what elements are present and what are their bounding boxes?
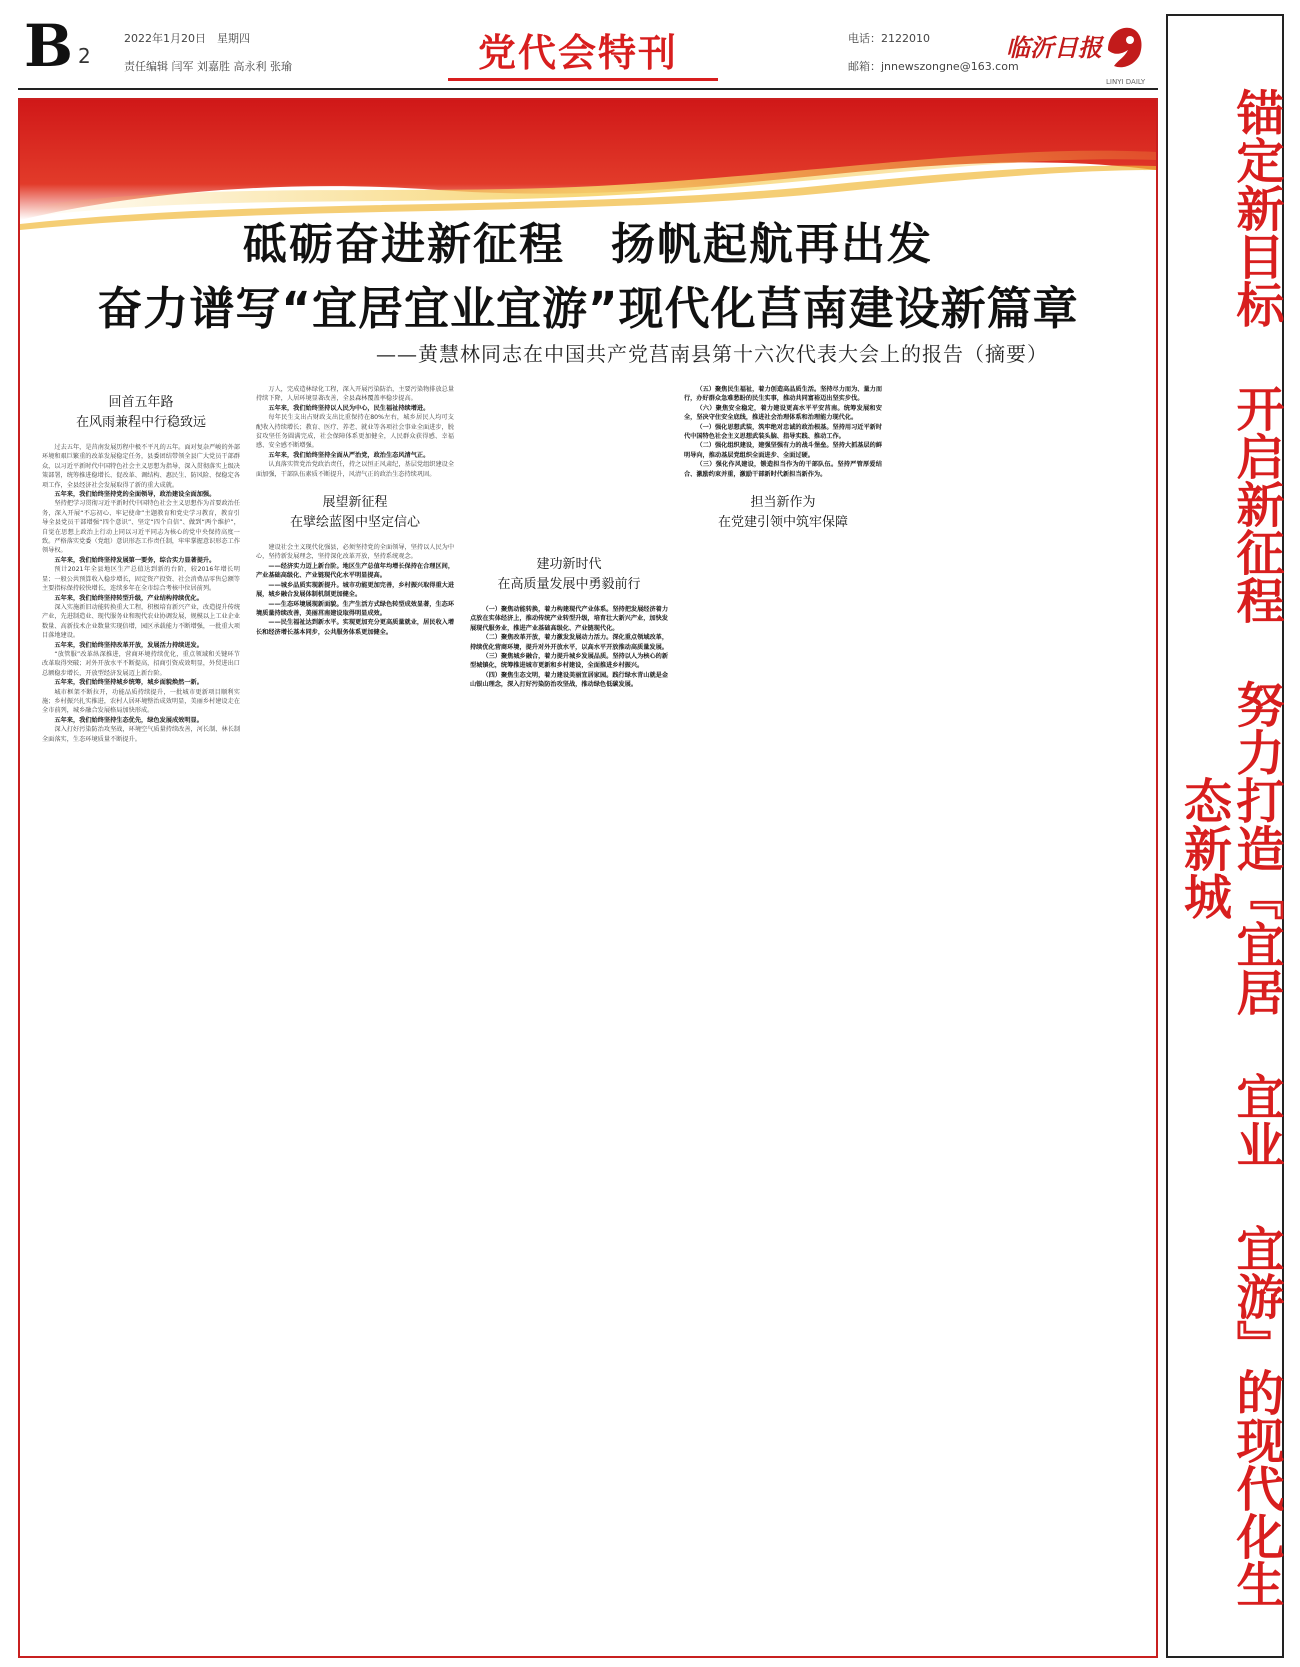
section-heading-line: 在党建引领中筑牢保障: [717, 515, 848, 531]
article-paragraph: 预计2021年全县地区生产总值达到新的台阶，较2016年增长明显；一般公共预算收入稳步增长，固定资产投资、社会消费品零售总额等主要指标保持较快增长，连续多年在全市综合考核中位居前列。: [42, 566, 240, 593]
article-paragraph: 五年来，我们始终坚持全面从严治党，政治生态风清气正。: [268, 451, 430, 459]
contact-email: 邮箱：jnnewszongne@163.com: [848, 60, 1019, 73]
newspaper-name: 临沂日报: [1006, 33, 1102, 62]
section-heading-line: 展望新征程: [322, 495, 388, 511]
article-subheading: ——黄慧林同志在中国共产党莒南县第十六次代表大会上的报告（摘要）: [376, 342, 1048, 366]
section-heading-build: [470, 555, 668, 595]
article-paragraph: （二）强化组织建设，建强坚强有力的战斗堡垒。坚持大抓基层的鲜明导向，推动基层党组织全面进步、全面过硬。: [684, 442, 883, 459]
article-column-4: [684, 385, 882, 543]
article-paragraph: （一）强化思想武装，筑牢绝对忠诚的政治根基。坚持用习近平新时代中国特色社会主义思想武装头脑、指导实践、推动工作。: [684, 423, 883, 441]
article-paragraph: ——经济实力迈上新台阶。地区生产总值年均增长保持在合理区间，产业基础高级化、产业链现代化水平明显提高。: [256, 562, 455, 580]
article-paragraph: （六）聚焦安全稳定，着力建设更高水平平安莒南。统筹发展和安全，坚决守住安全底线，推进社会治理体系和治理能力现代化。: [684, 404, 882, 422]
section-heading-review: [42, 393, 240, 433]
newspaper-logo: [1006, 20, 1146, 90]
section-heading-party: [684, 493, 882, 533]
column-body: [684, 385, 882, 479]
article-paragraph: 五年来，我们始终坚持以人民为中心，民生福祉持续增进。: [268, 404, 430, 412]
masthead-divider: [18, 88, 1158, 90]
section-heading-line: 回首五年路: [108, 395, 174, 410]
side-headline: 锚定新目标 开启新征程 努力打造『宜居 宜业 宜游』的现代化生态新城: [1175, 88, 1284, 1608]
article-paragraph: “放管服”改革纵深推进，营商环境持续优化，重点领域和关键环节改革取得突破；对外开放水平不断提高，招商引资成效明显，外贸进出口总额稳步增长，开放型经济发展迈上新台阶。: [42, 650, 240, 677]
editors-line: 责任编辑 闫军 刘嘉胜 高永利 张瑜: [124, 60, 292, 73]
newspaper-name-en: LINYI DAILY: [1106, 78, 1146, 86]
section-heading-outlook: [256, 493, 454, 533]
section-title-rule: [448, 78, 718, 81]
headline-secondary: 奋力谱写“宜居宜业宜游”现代化莒南建设新篇章: [97, 282, 1079, 335]
column-body: [42, 443, 240, 744]
article-column-1: [42, 385, 240, 744]
section-heading-line: 在风雨兼程中行稳致远: [75, 415, 206, 430]
article-paragraph: （三）强化作风建设，锻造担当作为的干部队伍。坚持严管厚爱结合、激励约束并重，激励干部新时代新担当新作为。: [684, 461, 882, 478]
date-line: 2022年1月20日 星期四: [124, 32, 250, 45]
article-paragraph: ——生态环境展现新面貌。生产生活方式绿色转型成效显著，生态环境质量持续改善，美丽莒南建设取得明显成效。: [256, 600, 455, 617]
article-paragraph: 五年来，我们始终坚持改革开放，发展活力持续迸发。: [54, 641, 203, 649]
newspaper-emblem-icon: [1102, 20, 1146, 78]
article-column-3: [470, 385, 668, 690]
main-article: [18, 98, 1158, 1658]
column-body: [470, 605, 668, 690]
article-paragraph: 五年来，我们始终坚持党的全面领导，政治建设全面加强。: [54, 491, 216, 499]
section-title: 党代会特刊: [478, 31, 679, 75]
headline-primary: 砥砺奋进新征程 扬帆起航再出发: [243, 219, 933, 270]
article-paragraph: 坚持把学习贯彻习近平新时代中国特色社会主义思想作为首要政治任务，深入开展“不忘初心、牢记使命”主题教育和党史学习教育，教育引导全县党员干部增强“四个意识”、坚定“四个自信”、做到“两个维护”，自觉在思想上政治上行动上同以习近平同志为核心的党中央保持高度一致。严格落实党委（党组）意识形态工作责任制，牢牢掌握意识形态工作领导权。: [42, 500, 241, 555]
column-body: [256, 543, 454, 637]
article-paragraph: （一）聚焦动能转换，着力构建现代产业体系。坚持把发展经济着力点放在实体经济上，推动传统产业转型升级，培育壮大新兴产业，加快发展现代服务业，推进产业基础高级化、产业链现代化。: [470, 606, 669, 632]
article-paragraph: 深入打好污染防治攻坚战，环境空气质量持续改善，河长制、林长制全面落实，生态环境质量不断提升。: [42, 726, 241, 743]
section-heading-line: 建功新时代: [536, 557, 602, 572]
article-column-2: [256, 385, 454, 637]
article-paragraph: 五年来，我们始终坚持发展第一要务，综合实力显著提升。: [54, 556, 216, 564]
article-paragraph: 认真落实管党治党政治责任，持之以恒正风肃纪，基层党组织建设全面加强，干部队伍素质不断提升，风清气正的政治生态持续巩固。: [256, 461, 455, 478]
page-letter: B: [24, 12, 74, 80]
section-heading-line: 担当新作为: [750, 495, 816, 511]
article-paragraph: （四）聚焦生态文明，着力建设美丽宜居家园。践行绿水青山就是金山银山理念，深入打好污染防治攻坚战，推动绿色低碳发展。: [470, 671, 669, 689]
article-paragraph: （三）聚焦城乡融合，着力提升城乡发展品质。坚持以人为核心的新型城镇化，统筹推进城市更新和乡村建设，全面推进乡村振兴。: [470, 653, 669, 670]
masthead: [18, 14, 1158, 94]
side-headline-box: [1166, 14, 1284, 1658]
section-heading-line: 在高质量发展中勇毅前行: [497, 577, 641, 592]
article-paragraph: 深入实施新旧动能转换重大工程，积极培育新兴产业，改造提升传统产业，先进制造业、现代服务业和现代农业协调发展，规模以上工业企业数量、高新技术企业数量实现倍增，园区承载能力不断增强，一批重大项目落地建设。: [42, 603, 241, 640]
article-paragraph: 每年民生支出占财政支出比重保持在80%左右，城乡居民人均可支配收入持续增长；教育、医疗、养老、就业等各项社会事业全面进步，脱贫攻坚任务圆满完成，社会保障体系更加健全，人民群众获得感、幸福感、安全感不断增强。: [256, 414, 454, 450]
article-paragraph: （五）聚焦民生福祉，着力创造高品质生活。坚持尽力而为、量力而行，办好群众急难愁盼的民生实事，推动共同富裕迈出坚实步伐。: [684, 386, 883, 403]
page-number: 2: [78, 44, 91, 68]
article-paragraph: 过去五年，是莒南发展历程中极不平凡的五年。面对复杂严峻的外部环境和艰巨繁重的改革发展稳定任务，县委团结带领全县广大党员干部群众，以习近平新时代中国特色社会主义思想为指导，深入贯彻落实上级决策部署，统筹推进稳增长、促改革、调结构、惠民生、防风险、保稳定各项工作，全县经济社会发展取得了新的重大成就。: [42, 444, 241, 489]
article-paragraph: 万人，完成造林绿化工程，深入开展污染防治，主要污染物排放总量持续下降，人居环境显著改善，全县森林覆盖率稳步提高。: [256, 386, 455, 403]
column-body: [256, 385, 454, 479]
article-paragraph: 建设社会主义现代化强县，必须坚持党的全面领导，坚持以人民为中心，坚持新发展理念，坚持深化改革开放，坚持系统观念。: [256, 544, 455, 561]
section-heading-line: 在擘绘蓝图中坚定信心: [289, 515, 420, 531]
article-paragraph: 五年来，我们始终坚持生态优先，绿色发展成效明显。: [54, 716, 203, 724]
article-paragraph: 五年来，我们始终坚持城乡统筹，城乡面貌焕然一新。: [54, 679, 203, 687]
article-paragraph: （二）聚焦改革开放，着力激发发展动力活力。深化重点领域改革，持续优化营商环境，提升对外开放水平，以高水平开放推动高质量发展。: [470, 634, 669, 651]
article-paragraph: ——城乡品质实现新提升。城市功能更加完善，乡村振兴取得重大进展，城乡融合发展体制机制更加健全。: [256, 581, 455, 599]
contact-phone: 电话：2122010: [848, 32, 930, 45]
article-paragraph: 城市框架不断拉开，功能品质持续提升，一批城市更新项目顺利实施；乡村振兴扎实推进，农村人居环境整治成效明显，美丽乡村建设走在全市前列，城乡融合发展格局加快形成。: [42, 688, 240, 715]
article-paragraph: ——民生福祉达到新水平。实现更加充分更高质量就业，居民收入增长和经济增长基本同步，公共服务体系更加健全。: [256, 619, 455, 636]
article-paragraph: 五年来，我们始终坚持转型升级，产业结构持续优化。: [54, 594, 203, 602]
